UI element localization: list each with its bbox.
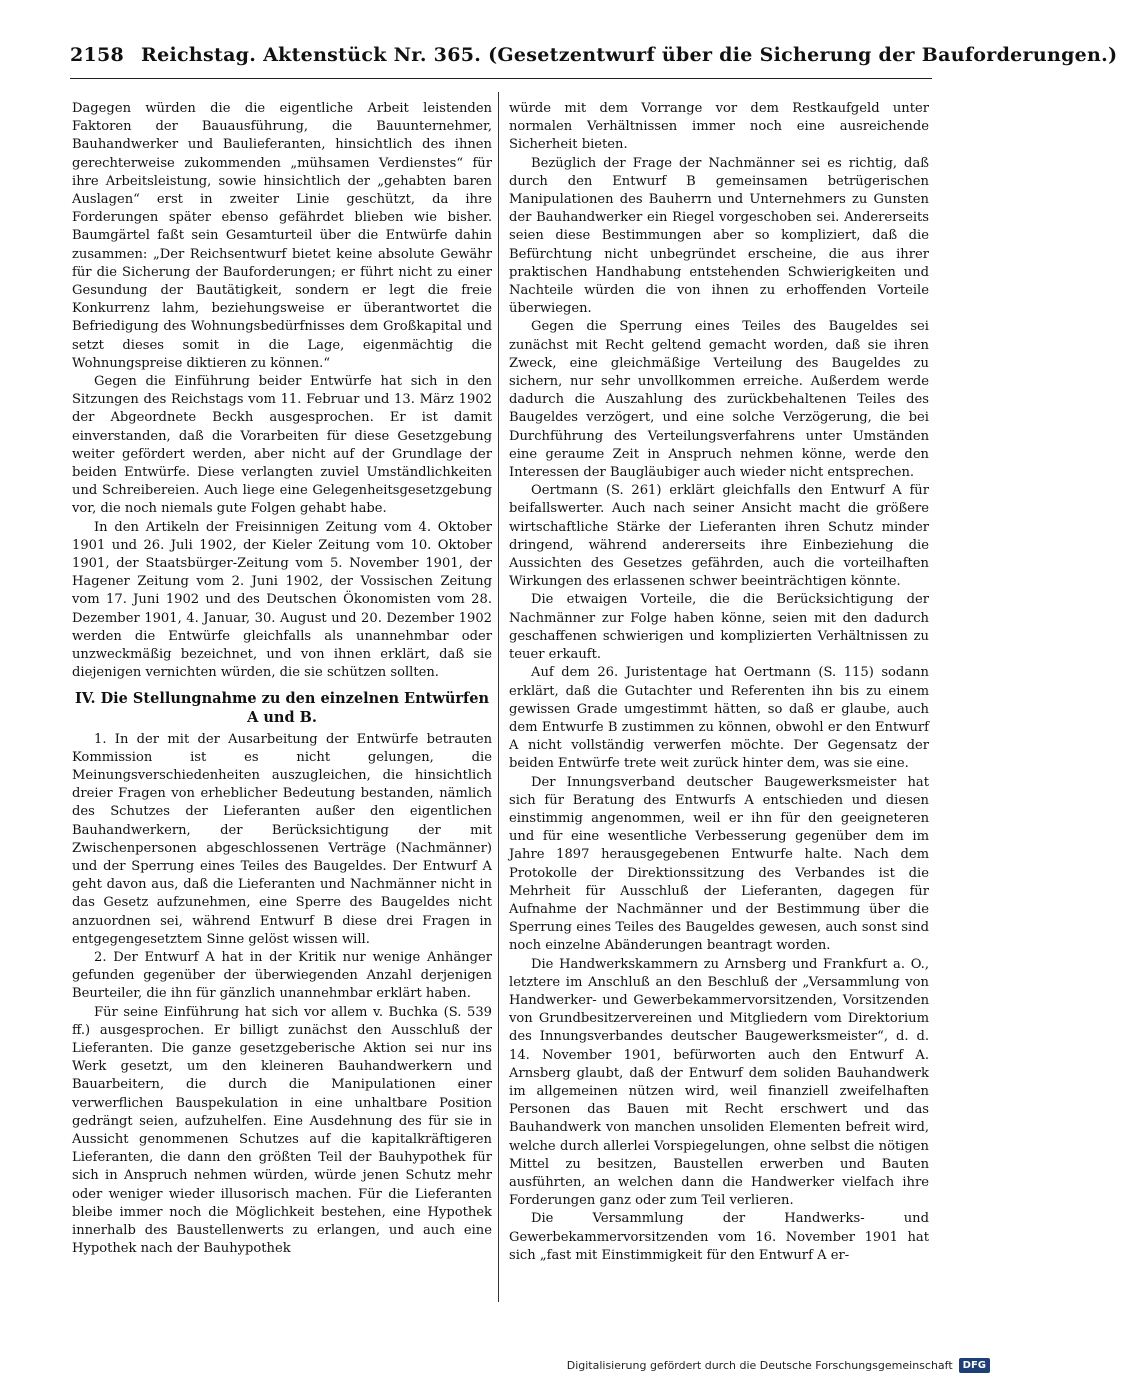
- header-title: Reichstag. Aktenstück Nr. 365. (Gesetzentwurf über die Sicherung der Bauforderungen.): [141, 44, 1118, 66]
- paragraph: In den Artikeln der Freisinnigen Zeitung vom 4. Oktober 1901 und 26. Juli 1902, der Kieler Zeitung vom 10. Oktober 1901, der Staatsbürger-Zeitung vom 5. November 1901, der Hagener Zeitung vom 2. Juni 1902, der Vossischen Zeitung vom 17. Juni 1902 und des Deutschen Ökonomisten vom 28. Dezember 1901, 4. Januar, 30. August und 20. Dezember 1902 werden die Entwürfe gleichfalls als unannehmbar oder unzweckmäßig bezeichnet, und von ihnen erklärt, daß sie diejenigen vernichten würden, die sie schützen sollten.: [72, 519, 492, 681]
- page-number: 2158: [70, 44, 125, 66]
- paragraph: Gegen die Sperrung eines Teiles des Baugeldes sei zunächst mit Recht geltend gemacht worden, daß sie ihren Zweck, eine gleichmäßige Verteilung des Baugeldes zu sichern, nur sehr unvollkommen erreiche. Außerdem werde dadurch die Auszahlung des zurückbehaltenen Teiles des Baugeldes verzögert, und eine solche Verzögerung, die bei Durchführung des Verteilungsverfahrens unter Umständen eine geraume Zeit in Anspruch nehmen könne, werde den Interessen der Baugläubiger auch wieder nicht entsprechen.: [509, 319, 929, 481]
- paragraph: Gegen die Einführung beider Entwürfe hat sich in den Sitzungen des Reichstags vom 11. Februar und 13. März 1902 der Abgeordnete Beckh ausgesprochen. Er ist damit einverstanden, daß die Vorarbeiten für diese Gesetzgebung weiter gefördert werden, aber nicht auf der Grundlage der beiden Entwürfe. Diese verlangten zuviel Umständlichkeiten und Schreibereien. Auch liege eine Gelegenheitsgesetzgebung vor, die noch niemals gute Folgen gehabt habe.: [72, 374, 492, 517]
- paragraph: Auf dem 26. Juristentage hat Oertmann (S. 115) sodann erklärt, daß die Gutachter und Referenten ihn bis zu einem gewissen Grade umgestimmt hätten, so daß er glaube, auch dem Entwurfe B zustimmen zu können, obwohl er den Entwurf A nicht vollständig verwerfen möchte. Der Gegensatz der beiden Entwürfe trete weit zurück hinter dem, was sie eine.: [509, 665, 929, 772]
- paragraph: Für seine Einführung hat sich vor allem v. Buchka (S. 539 ff.) ausgesprochen. Er billigt zunächst den Ausschluß der Lieferanten. Die ganze gesetzgeberische Aktion sei nur ins Werk gesetzt, um den kleineren Bauhandwerkern und Bauarbeitern, die durch die Manipulationen einer verwerflichen Bauspekulation in eine unhaltbare Position gedrängt seien, aufzuhelfen. Eine Ausdehnung des für sie in Aussicht genommenen Schutzes auf die kapitalkräftigeren Lieferanten, die dann den größten Teil der Bauhypothek für sich in Anspruch nehmen würden, würde jenen Schutz mehr oder weniger wieder illusorisch machen. Für die Lieferanten bleibe immer noch die Möglichkeit bestehen, eine Hypothek innerhalb des Baustellenwerts zu erlangen, und auch eine Hypothek nach der Bauhypothek: [72, 1004, 492, 1257]
- paragraph: Dagegen würden die die eigentliche Arbeit leistenden Faktoren der Bauausführung, die Bauunternehmer, Bauhandwerker und Baulieferanten, hinsichtlich des ihnen gerechterweise zukommenden „mühsamen Verdienstes“ für ihre Arbeitsleistung, sowie hinsichtlich der „gehabten baren Auslagen“ erst in zweiter Linie geschützt, da ihre Forderungen später ebenso gefährdet blieben wie bisher. Baumgärtel faßt sein Gesamturteil über die Entwürfe dahin zusammen: „Der Reichsentwurf bietet keine absolute Gewähr für die Sicherung der Bauforderungen; er führt nicht zu einer Gesundung der Bautätigkeit, sondern er legt die freie Konkurrenz lahm, beziehungsweise er überantwortet die Befriedigung des Wohnungsbedürfnisses dem Großkapital und setzt dieses somit in die Lage, eigenmächtig die Wohnungspreise diktieren zu können.“: [72, 101, 492, 371]
- section-heading: IV. Die Stellungnahme zu den einzelnen Entwürfen A und B.: [74, 689, 490, 726]
- dfg-logo-icon: DFG: [959, 1358, 990, 1373]
- paragraph: würde mit dem Vorrange vor dem Restkaufgeld unter normalen Verhältnissen immer noch eine ausreichende Sicherheit bieten.: [509, 101, 929, 153]
- paragraph: 1. In der mit der Ausarbeitung der Entwürfe betrauten Kommission ist es nicht gelungen, die Meinungsverschiedenheiten auszugleichen, die hinsichtlich dreier Fragen von erheblicher Bedeutung bestanden, nämlich des Schutzes der Lieferanten außer den eigentlichen Bauhandwerkern, der Berücksichtigung der mit Zwischenpersonen abgeschlossenen Verträge (Nachmänner) und der Sperrung eines Teiles des Baugeldes. Der Entwurf A geht davon aus, daß die Lieferanten und Nachmänner nicht in das Gesetz aufzunehmen, eine Sperre des Baugeldes nicht anzuordnen sei, während Entwurf B diese drei Fragen in entgegengesetztem Sinne gelöst wissen will.: [72, 731, 492, 947]
- left-column: [72, 100, 492, 1258]
- right-column: [509, 100, 929, 1265]
- footer-text: Digitalisierung gefördert durch die Deutsche Forschungsgemeinschaft: [566, 1358, 953, 1372]
- column-divider: [498, 92, 499, 1302]
- paragraph: Der Innungsverband deutscher Baugewerksmeister hat sich für Beratung des Entwurfs A entschieden und diesen einstimmig angenommen, weil er ihn für den geeigneteren und für eine wesentliche Verbesserung gegenüber dem im Jahre 1897 herausgegebenen Entwurfe halte. Nach dem Protokolle der Direktionssitzung des Verbandes ist die Mehrheit für Ausschluß der Lieferanten, dagegen für Aufnahme der Nachmänner und der Bestimmung über die Sperrung eines Teiles des Baugeldes gewesen, auch sonst sind noch einzelne Abänderungen beantragt worden.: [509, 774, 929, 954]
- paragraph: Die Handwerkskammern zu Arnsberg und Frankfurt a. O., letztere im Anschluß an den Beschluß der „Versammlung von Handwerker- und Gewerbekammervorsitzenden, Vorsitzenden von Grundbesitzervereinen und Mitgliedern vom Direktorium des Innungsverbandes deutscher Baugewerksmeister“, d. d. 14. November 1901, befürworten auch den Entwurf A. Arnsberg glaubt, daß der Entwurf dem soliden Bauhandwerk im allgemeinen nützen wird, weil finanziell zweifelhaften Personen das Bauen mit Recht erschwert und das Bauhandwerk von manchen unsoliden Elementen befreit wird, welche durch allerlei Vorspiegelungen, ohne selbst die nötigen Mittel zu besitzen, Baustellen erwerben und Bauten ausführten, an welchen dann die Handwerker vielfach ihre Forderungen ganz oder zum Teil verlieren.: [509, 956, 929, 1209]
- paragraph: Die etwaigen Vorteile, die die Berücksichtigung der Nachmänner zur Folge haben könne, seien mit den dadurch geschaffenen schwierigen und komplizierten Verhältnissen zu teuer erkauft.: [509, 592, 929, 663]
- paragraph: Die Versammlung der Handwerks- und Gewerbekammervorsitzenden vom 16. November 1901 hat sich „fast mit Einstimmigkeit für den Entwurf A er-: [509, 1211, 929, 1263]
- paragraph: Oertmann (S. 261) erklärt gleichfalls den Entwurf A für beifallswerter. Auch nach seiner Ansicht macht die größere wirtschaftliche Stärke der Lieferanten ihren Schutz minder dringend, während andererseits ihre Einbeziehung die Aussichten des Gesetzes gefährden, auch die vorteilhaften Wirkungen des erlassenen schwer beeinträchtigen könnte.: [509, 483, 929, 590]
- running-header: [70, 44, 1118, 79]
- digitization-footer: [567, 1353, 990, 1377]
- paragraph: 2. Der Entwurf A hat in der Kritik nur wenige Anhänger gefunden gegenüber der überwiegenden Anzahl derjenigen Beurteiler, die ihn für gänzlich unannehmbar erklärt haben.: [72, 949, 492, 1002]
- paragraph: Bezüglich der Frage der Nachmänner sei es richtig, daß durch den Entwurf B gemeinsamen betrügerischen Manipulationen des Bauherrn und Unternehmers zu Gunsten der Bauhandwerker ein Riegel vorgeschoben sei. Andererseits seien diese Bestimmungen aber so kompliziert, daß die Befürchtung nicht unbegründet erscheine, die aus ihrer praktischen Handhabung entstehenden Schwierigkeiten und Nachteile würden die von ihnen zu erhoffenden Vorteile überwiegen.: [509, 155, 929, 317]
